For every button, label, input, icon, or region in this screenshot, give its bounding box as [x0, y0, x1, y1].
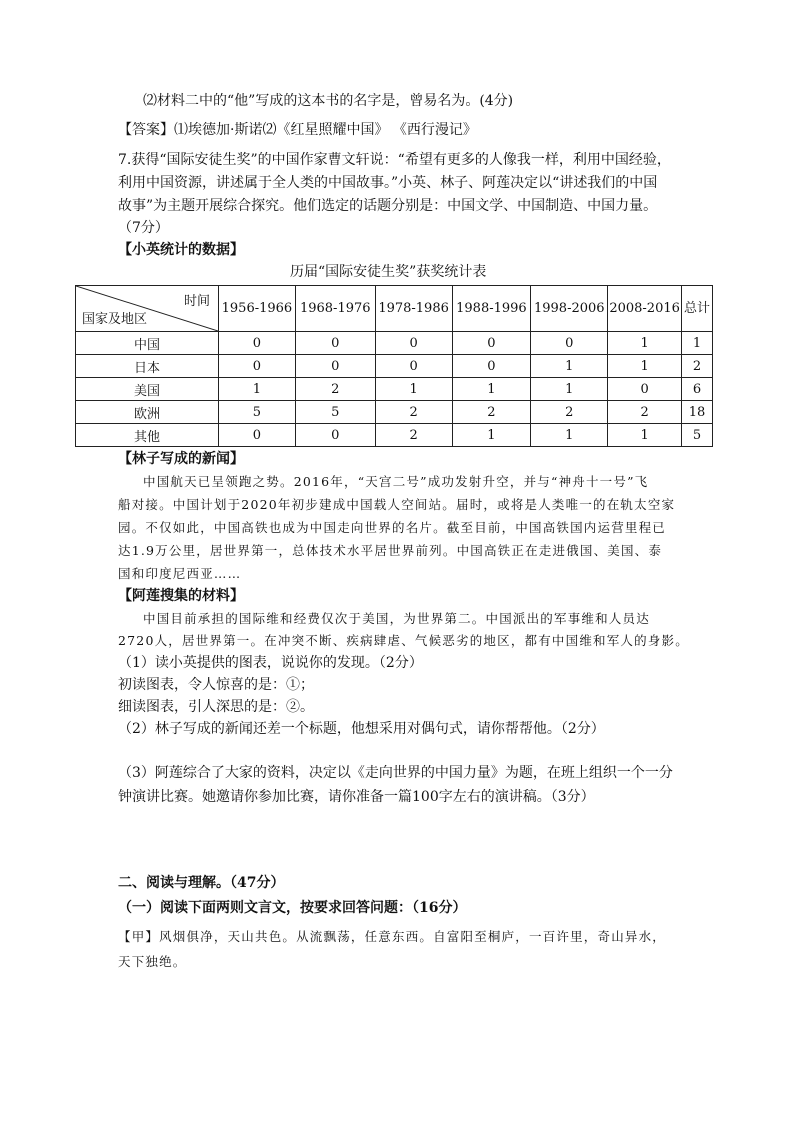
linzi-heading: 【林子写成的新闻】 [118, 451, 244, 467]
value-cell: 0 [452, 355, 531, 378]
col-header-total: 总计 [682, 286, 713, 332]
q7-line: 7.获得“国际安徒生奖”的中国作家曹文轩说：“希望有更多的人像我一样，利用中国经验， [118, 152, 671, 168]
answer: 【答案】⑴埃德加·斯诺⑵《红星照耀中国》 《西行漫记》 [118, 122, 477, 138]
value-cell: 1 [608, 424, 682, 447]
value-cell: 0 [219, 332, 296, 355]
col-header: 1998-2006 [531, 286, 608, 332]
q7-line: （7分） [118, 220, 169, 236]
sub-question: 初读图表，令人惊喜的是：①； [118, 677, 314, 693]
value-cell: 0 [219, 355, 296, 378]
alian-heading: 【阿莲搜集的材料】 [118, 588, 244, 604]
sub-question: 细读图表，引人深思的是：②。 [118, 699, 314, 715]
value-cell: 0 [295, 424, 375, 447]
value-cell: 18 [682, 401, 713, 424]
linzi-line: 达1.9万公里，居世界第一，总体技术水平居世界前列。中国高铁正在走进俄国、美国、泰 [118, 543, 663, 558]
region-cell: 日本 [76, 355, 219, 378]
value-cell: 1 [531, 355, 608, 378]
value-cell: 2 [295, 378, 375, 401]
value-cell: 1 [452, 424, 531, 447]
corner-header [76, 286, 219, 332]
linzi-line: 国和印度尼西亚…… [118, 566, 242, 581]
col-header: 1968-1976 [295, 286, 375, 332]
value-cell: 1 [375, 378, 452, 401]
value-cell: 2 [608, 401, 682, 424]
value-cell: 6 [682, 378, 713, 401]
table-row [76, 424, 713, 447]
section-2-1-title: （一）阅读下面两则文言文，按要求回答问题：（16分） [118, 900, 467, 916]
col-header: 1956-1966 [219, 286, 296, 332]
q7-line: 故事”为主题开展综合探究。他们选定的话题分别是：中国文学、中国制造、中国力量。 [118, 198, 658, 214]
value-cell: 0 [531, 332, 608, 355]
value-cell: 1 [452, 378, 531, 401]
value-cell: 1 [531, 378, 608, 401]
alian-line: 2720人，居世界第一。在冲突不断、疾病肆虐、气候恶劣的地区，都有中国维和军人的身影。 [118, 633, 689, 648]
q7-line: 利用中国资源，讲述属于全人类的中国故事。”小英、林子、阿莲决定以“讲述我们的中国 [118, 175, 658, 191]
value-cell: 0 [452, 332, 531, 355]
value-cell: 5 [219, 401, 296, 424]
value-cell: 2 [682, 355, 713, 378]
linzi-line: 船对接。中国计划于2020年初步建成中国载人空间站。届时，或将是人类唯一的在轨太空家 [118, 497, 676, 512]
col-header: 1988-1996 [452, 286, 531, 332]
sub-question: 钟演讲比赛。她邀请你参加比赛，请你准备一篇100字左右的演讲稿。（3分） [118, 789, 595, 805]
value-cell: 1 [219, 378, 296, 401]
question-6-2: ⑵材料二中的“他”写成的这本书的名字是，曾易名为。(4分) [143, 93, 514, 109]
value-cell: 2 [375, 401, 452, 424]
sub-question: （3）阿莲综合了大家的资料，决定以《走向世界的中国力量》为题，在班上组织一个一分 [118, 765, 673, 781]
corner-top: 时间 [183, 294, 210, 309]
value-cell: 1 [531, 424, 608, 447]
value-cell: 2 [531, 401, 608, 424]
linzi-line: 园。不仅如此，中国高铁也成为中国走向世界的名片。截至目前，中国高铁国内运营里程已 [118, 520, 667, 535]
value-cell: 0 [375, 355, 452, 378]
region-cell: 美国 [76, 378, 219, 401]
sub-question: （1）读小英提供的图表，说说你的发现。（2分） [118, 655, 423, 671]
value-cell: 1 [682, 332, 713, 355]
value-cell: 0 [295, 332, 375, 355]
value-cell: 0 [375, 332, 452, 355]
corner-bottom: 国家及地区 [82, 312, 148, 327]
alian-line: 中国目前承担的国际维和经费仅次于美国，为世界第二。中国派出的军事维和人员达 [143, 611, 650, 626]
col-header: 1978-1986 [375, 286, 452, 332]
table-row [76, 332, 713, 355]
table-row [76, 401, 713, 424]
value-cell: 0 [295, 355, 375, 378]
section-2-title: 二、阅读与理解。（47分） [118, 875, 285, 891]
col-header: 2008-2016 [608, 286, 682, 332]
value-cell: 2 [452, 401, 531, 424]
jia-line: 【甲】风烟俱净，天山共色。从流飘荡，任意东西。自富阳至桐庐，一百许里，奇山异水， [118, 929, 667, 944]
xiaoying-heading: 【小英统计的数据】 [118, 242, 244, 258]
value-cell: 1 [608, 355, 682, 378]
value-cell: 1 [608, 332, 682, 355]
award-stats-table [75, 285, 713, 447]
table-row [76, 378, 713, 401]
region-cell: 中国 [76, 332, 219, 355]
value-cell: 2 [375, 424, 452, 447]
table-row [76, 355, 713, 378]
linzi-line: 中国航天已呈领跑之势。2016年，“天宫二号”成功发射升空，并与“神舟十一号”飞 [143, 474, 649, 489]
jia-line: 天下独绝。 [118, 954, 187, 969]
sub-question: （2）林子写成的新闻还差一个标题，他想采用对偶句式，请你帮帮他。（2分） [118, 721, 605, 737]
table-title: 历届“国际安徒生奖”获奖统计表 [290, 264, 487, 280]
value-cell: 0 [608, 378, 682, 401]
region-cell: 其他 [76, 424, 219, 447]
value-cell: 0 [219, 424, 296, 447]
region-cell: 欧洲 [76, 401, 219, 424]
value-cell: 5 [295, 401, 375, 424]
value-cell: 5 [682, 424, 713, 447]
